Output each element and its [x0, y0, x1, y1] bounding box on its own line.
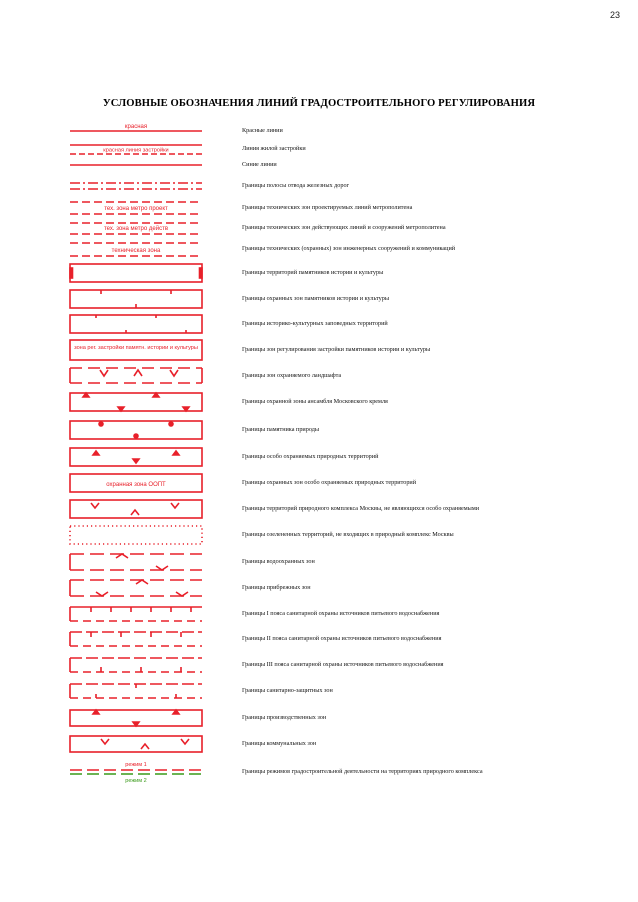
- svg-text:охранная зона ООПТ: охранная зона ООПТ: [106, 482, 166, 488]
- svg-text:красная линия застройки: красная линия застройки: [103, 147, 169, 154]
- legend-label: Границы режимов градостроительной деятельности на территориях природного комплекса: [242, 768, 483, 775]
- legend-label: Границы I пояса санитарной охраны источников питьевого водоснабжения: [242, 610, 440, 617]
- legend-label: Границы озелененных территорий, не входящих в природный комплекс Москвы: [242, 531, 454, 538]
- svg-text:режим 2: режим 2: [125, 778, 147, 784]
- symbol-technical-zone: [70, 243, 202, 256]
- symbol-oopt: [70, 448, 202, 466]
- symbol-cultural-reserve: [70, 315, 202, 333]
- symbol-railway: [70, 183, 202, 189]
- svg-text:зона рег. застройки памятн. ис: зона рег. застройки памятн. истории и культуры: [74, 345, 198, 351]
- legend-label: Границы памятника природы: [242, 426, 320, 433]
- symbol-regulation-zone: [70, 340, 202, 360]
- legend-label: Красные линии: [242, 127, 283, 134]
- page-title: УСЛОВНЫЕ ОБОЗНАЧЕНИЯ ЛИНИЙ ГРАДОСТРОИТЕЛЬНОГО РЕГУЛИРОВАНИЯ: [102, 98, 536, 109]
- legend-label: Границы охранных зон памятников истории и культуры: [242, 295, 389, 302]
- legend-label: Границы зон охраняемого ландшафта: [242, 372, 342, 379]
- symbol-water-protection: [70, 554, 202, 570]
- symbol-heritage-protection: [70, 290, 202, 308]
- svg-text:режим 1: режим 1: [125, 762, 147, 768]
- symbol-kremlin-zone: [70, 393, 202, 411]
- symbol-green-territories: [70, 526, 202, 544]
- legend-label: Границы территорий природного комплекса Москвы, не являющихся особо охраняемыми: [242, 505, 480, 512]
- symbol-oopt-protection: [70, 474, 202, 492]
- symbol-coastal-zones: [70, 580, 202, 596]
- symbol-communal-zones: [70, 736, 202, 752]
- legend-labels: [242, 118, 602, 798]
- legend-label: Синие линии: [242, 161, 277, 168]
- svg-text:красная: красная: [124, 124, 148, 130]
- legend-label: Границы зон регулирования застройки памятников истории и культуры: [242, 346, 431, 353]
- symbol-natural-monument: [70, 421, 202, 439]
- symbol-protected-landscape: [70, 368, 202, 383]
- symbol-natural-complex: [70, 500, 202, 518]
- symbol-sanitary-protective: [70, 684, 202, 698]
- symbol-metro-active: [70, 223, 202, 234]
- legend-label: Границы коммунальных зон: [242, 740, 317, 747]
- symbol-sanitary-zone-3: [70, 658, 202, 672]
- legend-label: Границы охранной зоны ансамбля Московского кремля: [242, 398, 388, 405]
- svg-text:тех. зона метро действ: тех. зона метро действ: [103, 226, 169, 232]
- legend-label: Границы II пояса санитарной охраны источников питьевого водоснабжения: [242, 635, 442, 642]
- legend-label: Границы производственных зон: [242, 714, 327, 721]
- symbol-regimes: [70, 762, 202, 784]
- legend-label: Границы III пояса санитарной охраны источников питьевого водоснабжения: [242, 661, 444, 668]
- symbol-sanitary-zone-2: [70, 632, 202, 646]
- symbol-production-zones: [70, 710, 202, 726]
- symbol-red-line: [70, 124, 202, 131]
- legend-label: Границы технических зон действующих линий и сооружений метрополитена: [242, 224, 446, 231]
- legend-label: Границы прибрежных зон: [242, 584, 311, 591]
- legend-label: Границы технических (охранных) зон инженерных сооружений и коммуникаций: [242, 245, 456, 252]
- legend-label: Линия жилой застройки: [242, 145, 306, 152]
- legend-label: Границы историко-культурных заповедных территорий: [242, 320, 388, 327]
- legend-symbols: [66, 118, 206, 798]
- legend-label: Границы территорий памятников истории и культуры: [242, 269, 384, 276]
- legend-label: Границы технических зон проектируемых линий метрополитена: [242, 204, 413, 211]
- page-number: 23: [609, 10, 620, 20]
- legend-label: Границы особо охраняемых природных территорий: [242, 453, 379, 460]
- symbol-metro-project: [70, 202, 202, 214]
- svg-text:тех. зона метро проект: тех. зона метро проект: [104, 206, 168, 212]
- legend-label: Границы санитарно-защитных зон: [242, 687, 333, 694]
- svg-text:техническая зона: техническая зона: [111, 248, 161, 254]
- legend-label: Границы водоохранных зон: [242, 558, 315, 565]
- symbol-heritage-territory: [70, 264, 202, 282]
- symbol-building-line: [70, 145, 202, 154]
- legend-label: Границы охранных зон особо охраняемых природных территорий: [242, 479, 417, 486]
- legend-label: Границы полосы отвода железных дорог: [242, 182, 350, 189]
- symbol-sanitary-zone-1: [70, 607, 202, 621]
